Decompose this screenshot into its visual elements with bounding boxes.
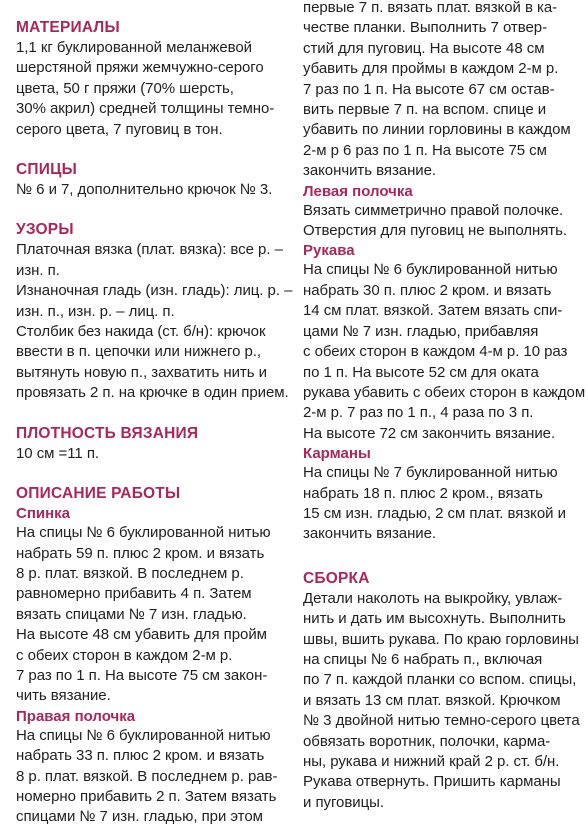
right-front-continued-line: убавить для проймы в каждом 2-м р. xyxy=(303,60,559,78)
back-line: с обеих сторон в каждом 2-м р. xyxy=(16,646,233,664)
assembly-line: швы, вшить рукава. По краю горловины xyxy=(303,630,579,648)
right-front-line: спицами № 7 изн. гладью, при этом xyxy=(16,808,263,826)
patterns-line: Платочная вязка (плат. вязка): все р. – xyxy=(16,241,283,259)
assembly-line: и вязать 13 см плат. вязкой. Крючком xyxy=(303,691,561,709)
assembly-line: Рукава отвернуть. Пришить карманы xyxy=(303,773,561,791)
right-front-continued-line: первые 7 п. вязать плат. вязкой в ка- xyxy=(303,0,558,16)
patterns-line: провязать 2 п. на крючке в один прием. xyxy=(16,384,289,402)
right-front-line: номерно прибавить 2 п. Затем вязать xyxy=(16,787,277,805)
assembly-line: обвязать воротник, полочки, карма- xyxy=(303,732,551,750)
right-front-line: набрать 33 п. плюс 2 кром. и вязать xyxy=(16,747,265,765)
materials-line: 1,1 кг буклированной меланжевой xyxy=(16,39,253,56)
assembly-line: ны, рукава и нижний край 2 р. ст. б/н. xyxy=(303,753,560,770)
materials-line: серого цвета, 7 пуговиц в тон. xyxy=(16,120,223,138)
patterns-line: ввести в п. цепочки или нижнего р., xyxy=(16,343,262,361)
right-front-continued-line: 2-м р 6 раз по 1 п. На высоте 75 см xyxy=(303,141,547,159)
assembly-line: по 7 п. каждой планки со вспом. спицы, xyxy=(303,671,577,689)
gauge-line: 10 см =11 п. xyxy=(16,444,100,462)
gauge-heading: ПЛОТНОСТЬ ВЯЗАНИЯ xyxy=(16,424,199,442)
back-line: На спицы № 6 буклированной нитью xyxy=(16,524,271,542)
right-column xyxy=(303,0,586,813)
assembly-heading: СБОРКА xyxy=(303,569,370,587)
materials-line: цвета, 50 г пряжи (70% шерсть, xyxy=(16,79,234,97)
sleeve-line: по 1 п. На высоте 52 см для оката xyxy=(303,363,539,381)
back-line: набрать 59 п. плюс 2 кром. и вязать xyxy=(16,544,265,562)
pockets-subheading: Карманы xyxy=(303,445,371,463)
sleeve-line: На высоте 72 см закончить вязание. xyxy=(303,424,556,442)
sleeve-line: набрать 30 п. плюс 2 кром. и вязать xyxy=(303,281,552,299)
sleeve-line: цами № 7 изн. гладью, прибавляя xyxy=(303,322,539,340)
right-front-line: 8 р. плат. вязкой. В последнем р. рав- xyxy=(16,767,278,785)
right-front-continued-line: 7 раз по 1 п. На высоте 67 см остав- xyxy=(303,80,555,98)
left-column xyxy=(16,18,293,828)
sleeve-line: с обеих сторон в каждом 4-м р. 10 раз xyxy=(303,343,568,361)
sleeve-line: 14 см плат. вязкой. Затем вязать спи- xyxy=(303,302,563,320)
back-line: 7 раз по 1 п. На высоте 75 см закон- xyxy=(16,666,268,684)
left-front-subheading: Левая полочка xyxy=(303,182,413,200)
right-front-continued-line: закончить вязание. xyxy=(303,162,437,180)
patterns-line: Столбик без накида (ст. б/н): крючок xyxy=(16,323,266,341)
description-heading: ОПИСАНИЕ РАБОТЫ xyxy=(16,485,181,503)
right-front-subheading: Правая полочка xyxy=(16,707,136,725)
materials-line: шерстяной пряжи жемчужно-серого xyxy=(16,59,264,77)
sleeve-line: На спицы № 6 буклированной нитью xyxy=(303,261,558,279)
back-line: чить вязание. xyxy=(16,687,111,705)
assembly-line: № 3 двойной нитью темно-серого цвета xyxy=(303,712,580,730)
materials-line: 30% акрил) средней толщины темно- xyxy=(16,100,275,118)
back-line: вязать спицами № 7 изн. гладью. xyxy=(16,605,247,623)
materials-heading: МАТЕРИАЛЫ xyxy=(16,19,120,36)
pockets-line: На спицы № 7 буклированной нитью xyxy=(303,464,558,482)
right-front-continued-line: честве планки. Выполнить 7 отвер- xyxy=(303,19,548,37)
back-line: На высоте 48 см убавить для пройм xyxy=(16,626,267,644)
needles-line: № 6 и 7, дополнительно крючок № 3. xyxy=(16,181,273,199)
sleeve-line: рукава убавить с обеих сторон в каждом xyxy=(303,383,586,401)
sleeve-subheading: Рукава xyxy=(303,242,355,260)
right-front-continued-line: вить первые 7 п. на вспом. спице и xyxy=(303,101,547,119)
patterns-heading: УЗОРЫ xyxy=(16,221,74,239)
assembly-line: и пуговицы. xyxy=(303,793,384,811)
patterns-line: изн. п., изн. р. – лиц. п. xyxy=(16,302,175,320)
pockets-line: закончить вязание. xyxy=(303,525,437,543)
patterns-line: изн. п. xyxy=(16,261,60,279)
right-front-continued-line: стий для пуговиц. На высоте 48 см xyxy=(303,39,545,57)
needles-heading: СПИЦЫ xyxy=(16,161,77,179)
assembly-line: на спицы № 6 набрать п., включая xyxy=(303,650,543,668)
patterns-line: Изнаночная гладь (изн. гладь): лиц. р. – xyxy=(16,282,293,300)
right-front-line: На спицы № 6 буклированной нитью xyxy=(16,726,271,744)
back-subheading: Спинка xyxy=(16,505,71,523)
pockets-line: 15 см изн. гладью, 2 см плат. вязкой и xyxy=(303,504,566,522)
patterns-line: вытянуть новую п., захватить нить и xyxy=(16,363,267,381)
assembly-line: Детали наколоть на выкройку, увлаж- xyxy=(303,589,563,607)
back-line: равномерно прибавить 4 п. Затем xyxy=(16,585,252,603)
back-line: 8 р. плат. вязкой. В последнем р. xyxy=(16,564,244,582)
left-front-line: Отверстия для пуговиц не выполнять. xyxy=(303,222,568,240)
sleeve-line: 2-м р. 7 раз по 1 п., 4 раза по 3 п. xyxy=(303,404,534,422)
right-front-continued-line: убавить по линии горловины в каждом xyxy=(303,121,571,139)
pockets-line: набрать 18 п. плюс 2 кром., вязать xyxy=(303,484,543,502)
assembly-line: нить и дать им высохнуть. Выполнить xyxy=(303,610,566,628)
left-front-line: Вязать симметрично правой полочке. xyxy=(303,201,564,219)
